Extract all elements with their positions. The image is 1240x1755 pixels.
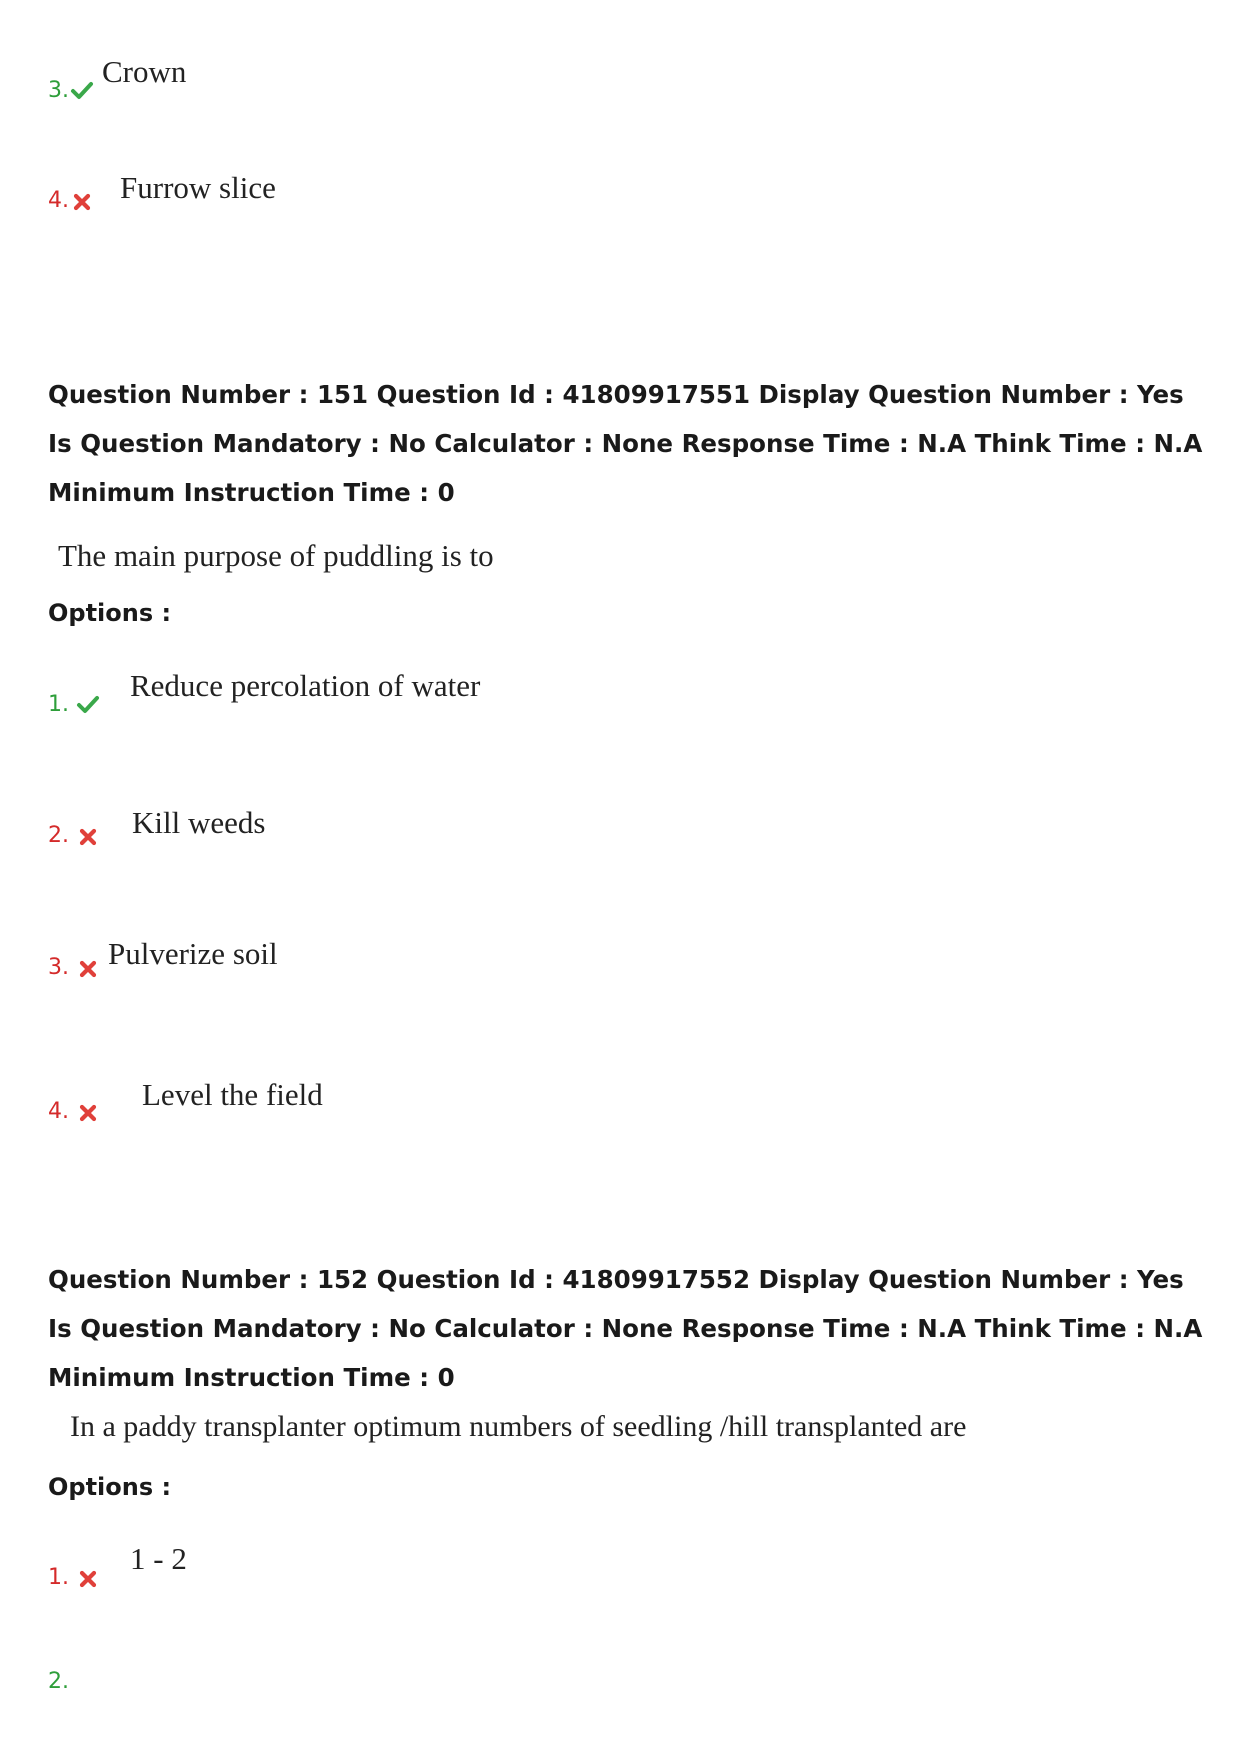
option-number: 4.	[48, 188, 69, 213]
option-row	[48, 1669, 1048, 1709]
question-stem: In a paddy transplanter optimum numbers of seedling /hill transplanted are	[70, 1410, 967, 1443]
option-text: Level the field	[142, 1077, 323, 1112]
option-number: 3.	[48, 78, 69, 103]
option-number: 1.	[48, 692, 69, 717]
option-row	[48, 1077, 1048, 1139]
option-number: 4.	[48, 1099, 69, 1124]
question-stem: The main purpose of puddling is to	[58, 538, 494, 573]
option-number: 2.	[48, 823, 69, 848]
cross-icon	[76, 1101, 100, 1125]
question-header: Question Number : 152 Question Id : 41809917552 Display Question Number : Yes Is Question Mandatory : No Calculator : None Response Time : N.A Think Time : N.A Minimum Instruction Time : 0	[48, 1265, 1203, 1392]
option-number: 3.	[48, 955, 69, 980]
option-row	[48, 1541, 1048, 1605]
check-icon	[76, 692, 100, 716]
option-row	[48, 936, 1048, 995]
option-text: Furrow slice	[120, 170, 276, 205]
option-text: Crown	[102, 54, 187, 89]
option-row	[48, 805, 1048, 863]
options-label: Options :	[48, 599, 172, 627]
cross-icon	[70, 190, 94, 214]
check-icon	[70, 78, 94, 102]
option-row	[48, 54, 1048, 118]
option-text: 1 - 2	[130, 1541, 187, 1576]
option-text: Kill weeds	[132, 805, 266, 840]
cross-icon	[76, 825, 100, 849]
option-text: Pulverize soil	[108, 936, 278, 971]
options-label: Options :	[48, 1473, 172, 1501]
option-number: 2.	[48, 1669, 69, 1694]
cross-icon	[76, 957, 100, 981]
option-text: Reduce percolation of water	[130, 668, 481, 703]
option-number: 1.	[48, 1565, 69, 1590]
option-row	[48, 668, 1048, 732]
cross-icon	[76, 1567, 100, 1591]
option-row	[48, 170, 1048, 228]
question-header: Question Number : 151 Question Id : 41809917551 Display Question Number : Yes Is Question Mandatory : No Calculator : None Response Time : N.A Think Time : N.A Minimum Instruction Time : 0	[48, 380, 1203, 507]
